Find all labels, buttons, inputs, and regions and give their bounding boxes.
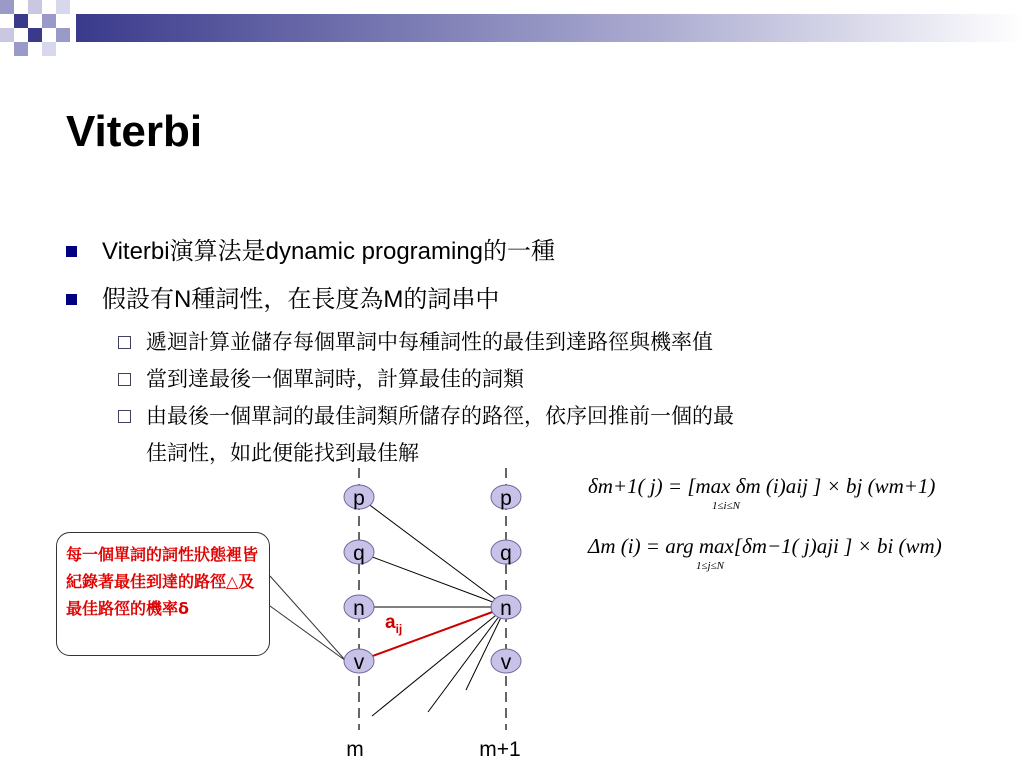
formula-psi <box>588 534 942 572</box>
svg-text:n: n <box>353 597 365 620</box>
column-label-m: m <box>346 738 364 761</box>
sub-bullet-item: 遞迴計算並儲存每個單詞中每種詞性的最佳到達路徑與機率值 <box>62 324 976 361</box>
formula-psi-under: 1≤j≤N <box>696 560 724 572</box>
svg-text:p: p <box>353 487 365 510</box>
node-right-n <box>491 595 521 620</box>
callout-text: 每一個單詞的詞性狀態裡皆紀錄著最佳到達的路徑△及最佳路徑的機率δ <box>66 545 259 618</box>
node-right-q <box>491 540 521 565</box>
svg-text:q: q <box>353 542 365 565</box>
formula-delta-main: δm+1( j) = [max δm (i)aij ] × bj (wm+1) <box>588 474 936 498</box>
svg-text:n: n <box>500 597 512 620</box>
formula-delta <box>588 474 936 512</box>
edge-q-n <box>359 552 506 607</box>
edge-p-n <box>359 497 506 607</box>
sub-bullet-text: 由最後一個單詞的最佳詞類所儲存的路徑，依序回推前一個的最 <box>146 405 734 428</box>
column-label-m1: m+1 <box>479 738 521 761</box>
svg-text:v: v <box>500 651 512 674</box>
svg-text:q: q <box>500 542 512 565</box>
node-right-p <box>491 485 521 510</box>
svg-text:v: v <box>353 651 365 674</box>
bullet-item: Viterbi演算法是dynamic programing的一種 <box>62 228 962 276</box>
node-right-v <box>491 649 521 674</box>
node-left-p <box>344 485 374 510</box>
node-left-q <box>344 540 374 565</box>
edge-label: $a_{ij}$ <box>385 612 403 636</box>
svg-text:p: p <box>500 487 512 510</box>
callout-pointer <box>270 576 346 661</box>
sub-bullet-continuation: 佳詞性，如此便能找到最佳解 <box>146 442 419 465</box>
formula-delta-under: 1≤i≤N <box>712 500 740 512</box>
node-left-v <box>344 649 374 674</box>
sub-bullet-item: 當到達最後一個單詞時，計算最佳的詞類 <box>62 361 976 398</box>
bullet-item: 假設有N種詞性，在長度為M的詞串中 <box>62 276 962 324</box>
callout-pointer <box>270 606 346 661</box>
slide-title: Viterbi <box>66 107 203 156</box>
node-left-n <box>344 595 374 620</box>
formula-psi-main: Δm (i) = arg max[δm−1( j)aji ] × bi (wm) <box>588 534 942 558</box>
